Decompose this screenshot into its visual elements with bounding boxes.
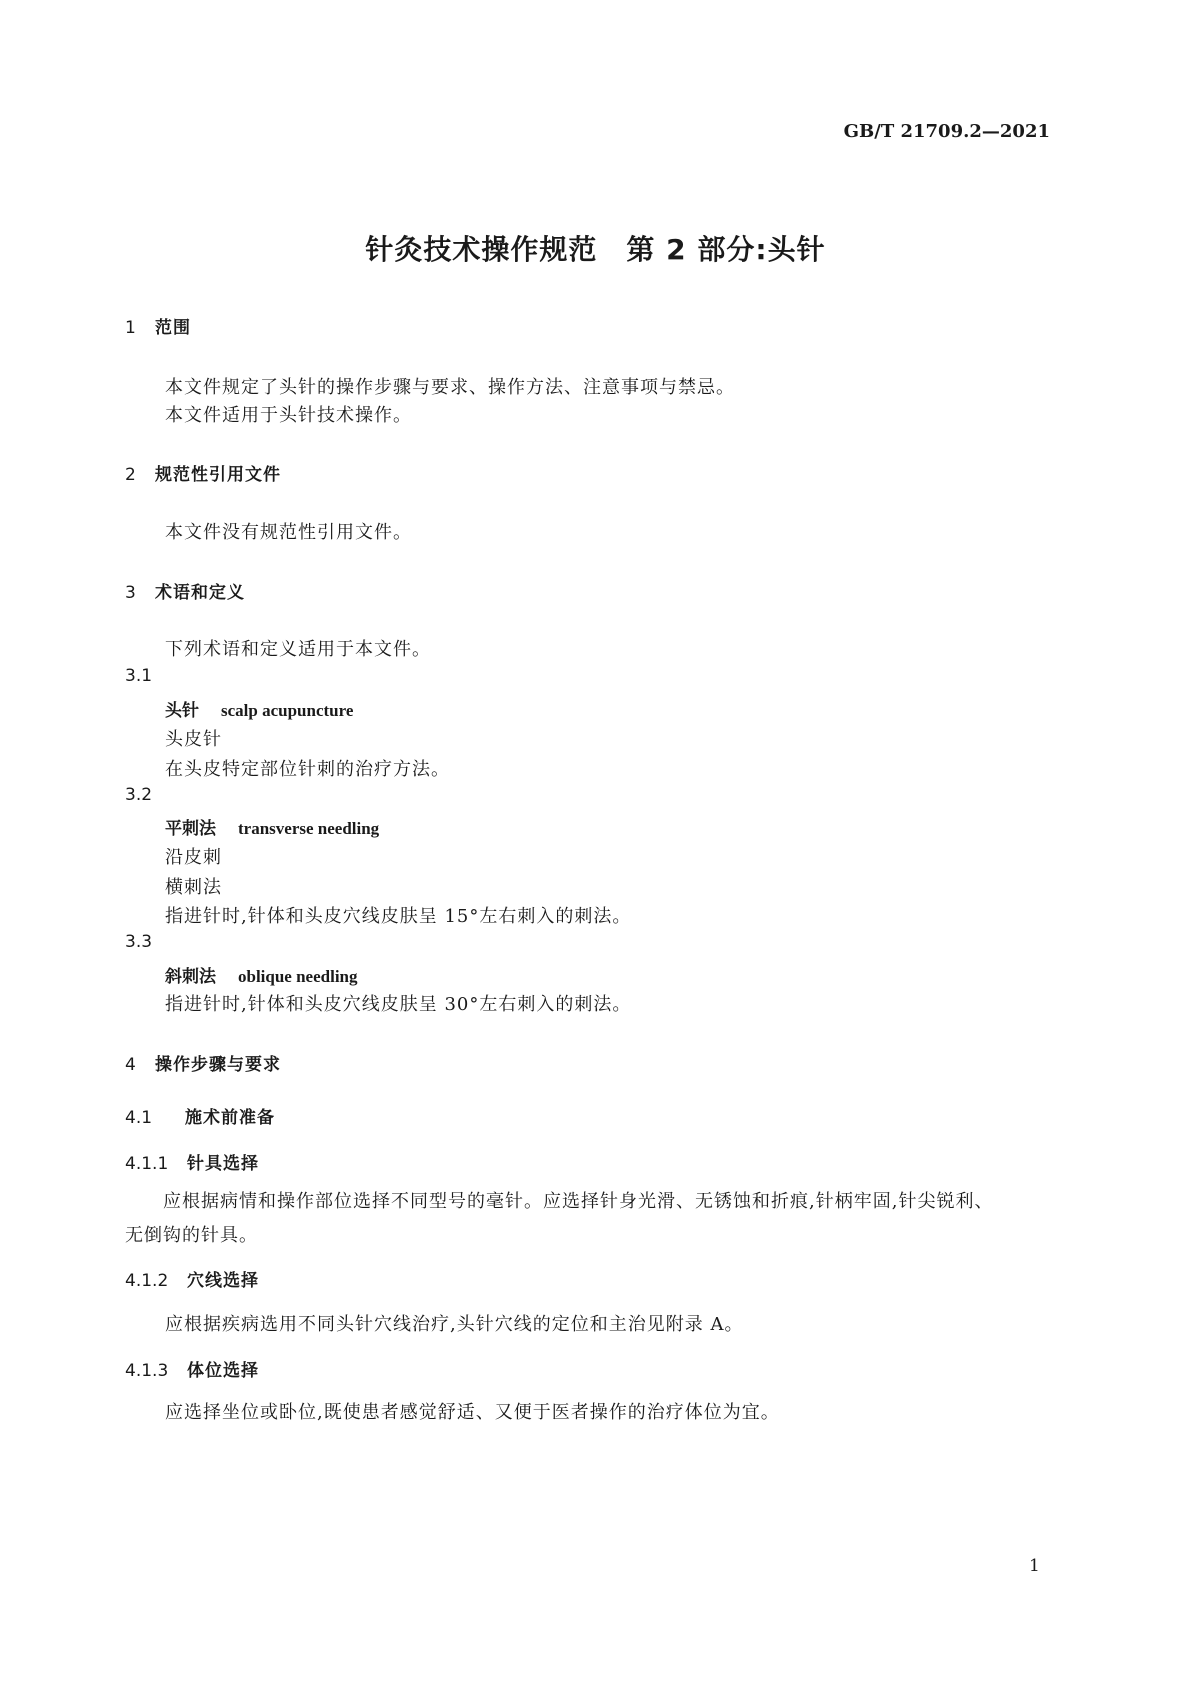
- section-title: 范围: [155, 318, 191, 338]
- term-definition: 指进针时,针体和头皮穴线皮肤呈 15°左右刺入的刺法。: [165, 906, 632, 927]
- term-definition: 指进针时,针体和头皮穴线皮肤呈 30°左右刺入的刺法。: [165, 994, 632, 1015]
- subsection-number: 4.1: [125, 1108, 153, 1128]
- term-chinese: 平刺法: [165, 819, 216, 839]
- section-heading-1: [125, 313, 191, 338]
- section-number: 3: [125, 583, 136, 603]
- subsection-number: 4.1.2: [125, 1271, 169, 1291]
- term-english: transverse needling: [238, 819, 380, 838]
- section-heading-4: [125, 1050, 281, 1075]
- section-title: 规范性引用文件: [155, 465, 281, 485]
- term-heading: [165, 814, 379, 839]
- paragraph: 本文件没有规范性引用文件。: [165, 522, 412, 543]
- paragraph: 本文件规定了头针的操作步骤与要求、操作方法、注意事项与禁忌。: [165, 377, 735, 398]
- subsection-heading-4-1: [125, 1103, 275, 1128]
- term-number: 3.3: [125, 932, 153, 952]
- section-title: 术语和定义: [155, 583, 245, 603]
- subsection-title: 针具选择: [187, 1154, 259, 1174]
- paragraph: 应选择坐位或卧位,既使患者感觉舒适、又便于医者操作的治疗体位为宜。: [165, 1402, 780, 1423]
- term-definition: 在头皮特定部位针刺的治疗方法。: [165, 759, 450, 780]
- term-chinese: 斜刺法: [165, 967, 216, 987]
- section-heading-2: [125, 460, 281, 485]
- term-chinese: 头针: [165, 701, 199, 721]
- subsection-title: 穴线选择: [187, 1271, 259, 1291]
- term-synonym: 头皮针: [165, 729, 222, 750]
- subsection-heading-4-1-1: [125, 1149, 259, 1174]
- subsection-number: 4.1.1: [125, 1154, 169, 1174]
- paragraph: 下列术语和定义适用于本文件。: [165, 639, 431, 660]
- page-title: 针灸技术操作规范 第 2 部分:头针: [365, 233, 826, 266]
- standard-number: GB/T 21709.2—2021: [843, 121, 1050, 142]
- paragraph: 应根据病情和操作部位选择不同型号的毫针。应选择针身光滑、无锈蚀和折痕,针柄牢固,针尖锐利、无倒钩的针具。: [125, 1191, 994, 1246]
- term-number: 3.1: [125, 666, 153, 686]
- section-number: 4: [125, 1055, 136, 1075]
- term-number: 3.2: [125, 785, 153, 805]
- term-heading: [165, 696, 353, 721]
- section-heading-3: [125, 578, 245, 603]
- paragraph: 本文件适用于头针技术操作。: [165, 405, 412, 426]
- subsection-heading-4-1-3: [125, 1356, 259, 1381]
- term-english: oblique needling: [238, 967, 358, 986]
- term-synonym: 沿皮刺: [165, 847, 222, 868]
- section-title: 操作步骤与要求: [155, 1055, 281, 1075]
- subsection-heading-4-1-2: [125, 1266, 259, 1291]
- page-number: 1: [1029, 1556, 1040, 1576]
- term-heading: [165, 962, 358, 987]
- term-english: scalp acupuncture: [221, 701, 354, 720]
- section-number: 2: [125, 465, 136, 485]
- term-synonym: 横刺法: [165, 877, 222, 898]
- subsection-title: 体位选择: [187, 1361, 259, 1381]
- paragraph: 应根据疾病选用不同头针穴线治疗,头针穴线的定位和主治见附录 A。: [165, 1314, 744, 1335]
- subsection-title: 施术前准备: [185, 1108, 275, 1128]
- subsection-number: 4.1.3: [125, 1361, 169, 1381]
- section-number: 1: [125, 318, 136, 338]
